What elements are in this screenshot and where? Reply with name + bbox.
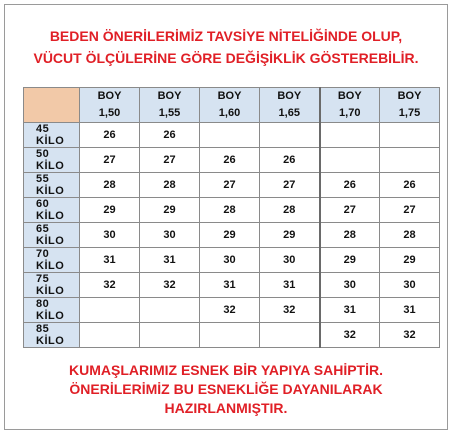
size-cell: 29 bbox=[260, 223, 320, 248]
bottom-notice-line-2: ÖNERİLERİMİZ BU ESNEKLİĞE DAYANILARAK bbox=[69, 381, 383, 397]
table-row bbox=[24, 298, 440, 323]
height-column-label: BOY bbox=[397, 90, 422, 102]
size-cell: 32 bbox=[380, 323, 440, 348]
size-cell: 30 bbox=[140, 223, 200, 248]
size-cell: 31 bbox=[80, 248, 140, 273]
size-cell: 30 bbox=[320, 273, 380, 298]
size-cell bbox=[260, 323, 320, 348]
size-cell: 29 bbox=[200, 223, 260, 248]
height-column-label: BOY bbox=[157, 90, 182, 102]
size-cell bbox=[380, 148, 440, 173]
table-row bbox=[24, 123, 440, 148]
size-cell: 26 bbox=[320, 173, 380, 198]
size-cell: 32 bbox=[320, 323, 380, 348]
size-cell: 31 bbox=[140, 248, 200, 273]
size-cell: 31 bbox=[380, 298, 440, 323]
table-row bbox=[24, 173, 440, 198]
size-cell: 28 bbox=[200, 198, 260, 223]
size-cell: 29 bbox=[320, 248, 380, 273]
size-cell: 32 bbox=[200, 298, 260, 323]
height-column-value: 1,55 bbox=[158, 107, 181, 119]
size-cell: 32 bbox=[260, 298, 320, 323]
bottom-notice-line-1: KUMAŞLARIMIZ ESNEK BİR YAPIYA SAHİPTİR. bbox=[68, 362, 383, 378]
size-cell: 29 bbox=[80, 198, 140, 223]
top-notice bbox=[5, 25, 447, 69]
table-row bbox=[24, 223, 440, 248]
size-cell bbox=[140, 323, 200, 348]
size-cell: 27 bbox=[80, 148, 140, 173]
height-column-label: BOY bbox=[337, 90, 362, 102]
size-cell bbox=[260, 123, 320, 148]
size-chart-frame bbox=[4, 4, 448, 430]
size-cell: 30 bbox=[200, 248, 260, 273]
size-cell: 32 bbox=[80, 273, 140, 298]
size-cell: 26 bbox=[200, 148, 260, 173]
size-cell: 27 bbox=[140, 148, 200, 173]
weight-row-label: 50 KİLO bbox=[24, 148, 80, 173]
height-column-header bbox=[80, 88, 140, 123]
size-cell bbox=[200, 123, 260, 148]
bottom-notice-line-3: HAZIRLANMIŞTIR. bbox=[164, 400, 288, 416]
height-column-value: 1,65 bbox=[278, 107, 300, 119]
size-cell: 29 bbox=[140, 198, 200, 223]
size-cell: 26 bbox=[140, 123, 200, 148]
top-notice-line-2: VÜCUT ÖLÇÜLERİNE GÖRE DEĞİŞİKLİK GÖSTEREBİLİR. bbox=[33, 50, 419, 66]
size-cell: 27 bbox=[320, 198, 380, 223]
bottom-notice bbox=[5, 361, 447, 418]
height-column-value: 1,60 bbox=[218, 107, 241, 119]
height-column-value: 1,50 bbox=[98, 107, 121, 119]
height-column-header bbox=[260, 88, 320, 123]
size-cell: 32 bbox=[140, 273, 200, 298]
size-cell bbox=[380, 123, 440, 148]
size-cell: 26 bbox=[380, 173, 440, 198]
weight-row-label: 85 KİLO bbox=[24, 323, 80, 348]
table-row bbox=[24, 248, 440, 273]
size-table bbox=[23, 87, 440, 348]
size-cell bbox=[80, 323, 140, 348]
size-cell bbox=[80, 298, 140, 323]
size-cell: 27 bbox=[260, 173, 320, 198]
size-cell: 28 bbox=[320, 223, 380, 248]
size-cell: 26 bbox=[80, 123, 140, 148]
height-column-header bbox=[140, 88, 200, 123]
size-cell: 29 bbox=[380, 248, 440, 273]
size-cell bbox=[320, 148, 380, 173]
size-cell: 31 bbox=[200, 273, 260, 298]
table-row bbox=[24, 273, 440, 298]
size-cell: 28 bbox=[380, 223, 440, 248]
weight-row-label: 55 KİLO bbox=[24, 173, 80, 198]
height-column-header bbox=[320, 88, 380, 123]
size-cell: 27 bbox=[380, 198, 440, 223]
height-column-value: 1,75 bbox=[398, 107, 421, 119]
weight-row-label: 75 KİLO bbox=[24, 273, 80, 298]
table-row bbox=[24, 148, 440, 173]
size-cell: 27 bbox=[200, 173, 260, 198]
height-column-label: BOY bbox=[97, 90, 122, 102]
height-column-value: 1,70 bbox=[339, 107, 361, 119]
height-column-header bbox=[200, 88, 260, 123]
weight-row-label: 60 KİLO bbox=[24, 198, 80, 223]
size-cell: 30 bbox=[260, 248, 320, 273]
weight-row-label: 65 KİLO bbox=[24, 223, 80, 248]
size-cell: 28 bbox=[80, 173, 140, 198]
weight-row-label: 70 KİLO bbox=[24, 248, 80, 273]
size-cell: 26 bbox=[260, 148, 320, 173]
weight-row-label: 45 KİLO bbox=[24, 123, 80, 148]
table-corner-cell bbox=[24, 88, 80, 123]
table-row bbox=[24, 323, 440, 348]
size-cell: 30 bbox=[80, 223, 140, 248]
top-notice-line-1: BEDEN ÖNERİLERİMİZ TAVSİYE NİTELİĞİNDE OLUP, bbox=[49, 28, 403, 44]
size-cell bbox=[140, 298, 200, 323]
height-column-header bbox=[380, 88, 440, 123]
size-cell: 31 bbox=[260, 273, 320, 298]
size-cell: 28 bbox=[140, 173, 200, 198]
size-cell bbox=[200, 323, 260, 348]
size-cell bbox=[320, 123, 380, 148]
size-cell: 30 bbox=[380, 273, 440, 298]
size-cell: 28 bbox=[260, 198, 320, 223]
weight-row-label: 80 KİLO bbox=[24, 298, 80, 323]
height-column-label: BOY bbox=[217, 90, 242, 102]
size-cell: 31 bbox=[320, 298, 380, 323]
height-column-label: BOY bbox=[277, 90, 302, 102]
table-row bbox=[24, 198, 440, 223]
table-header-row bbox=[24, 88, 440, 123]
